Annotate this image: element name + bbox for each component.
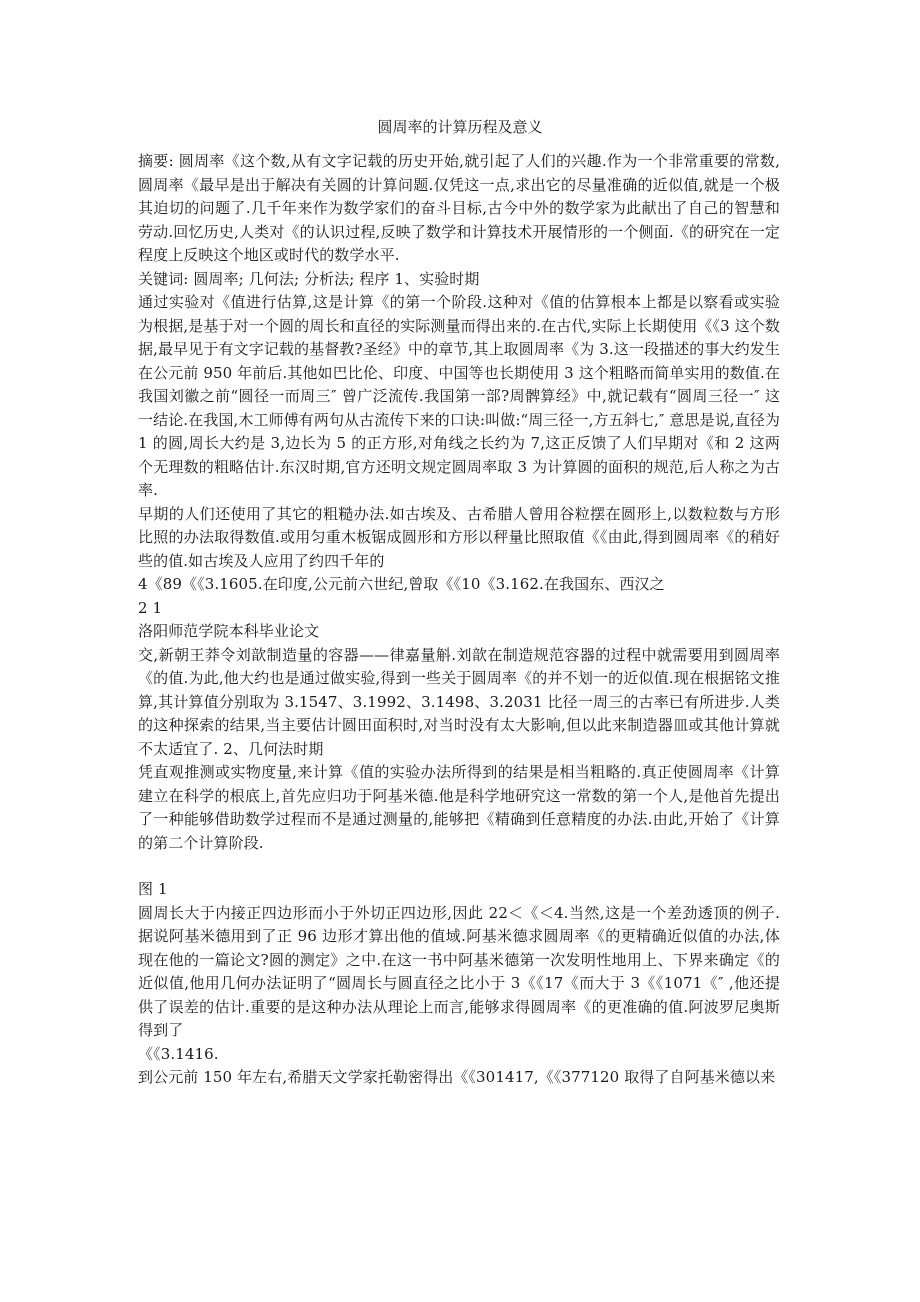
running-header: 洛阳师范学院本科毕业论文 [138, 622, 320, 640]
paragraph-early-methods: 早期的人们还使用了其它的粗糙办法.如古埃及、古希腊人曾用谷粒摆在圆形上,以数粒数与方形比照的办法取得数值.或用匀重木板锯成圆形和方形以秤量比照取值《《由此,得到圆周率《的稍好些的值.如古埃及人应用了约四千年的 [138, 504, 780, 570]
paragraph-values-line: 4《89《《3.1605.在印度,公元前六世纪,曾取《《10《3.162.在我国东、西汉之 [138, 575, 665, 593]
paragraph-wang-mang: 交,新朝王莽令刘歆制造量的容器——律嘉量斛.刘歆在制造规范容器的过程中就需要用到圆周率《的值.为此,他大约也是通过做实验,得到一些关于圆周率《的并不划一的近似值.现在根据铭文推算,其计算值分别取为 3.1547、3.1992、3.1498、3.2031 比径一周三的古率已有所进步.人类的这种探索的结果,当主要估计圆田面积时,对当时没有太大影响,但以此来制造器皿或其他计算就不太适宜了. 2、几何法时期 [138, 645, 780, 758]
paragraph-experiment-period: 通过实验对《值进行估算,这是计算《的第一个阶段.这种对《值的估算根本上都是以察看或实验为根据,是基于对一个圆的周长和直径的实际测量而得出来的.在古代,实际上长期使用《《3 这个数据,最早见于有文字记载的基督教?圣经》中的章节,其上取圆周率《为 3.这一段描述的事大约发生在公元前 950 年前后.其他如巴比伦、印度、中国等也长期使用 3 这个粗略而简单实用的数值.在我国刘徽之前“圆径一而周三″ 曾广泛流传.我国第一部?周髀算经》中,就记载有“圆周三径一″ 这一结论.在我国,木工师傅有两句从古流传下来的口诀:叫做:“周三径一,方五斜七,″ 意思是说,直径为 1 的圆,周长大约是 3,边长为 5 的正方形,对角线之长约为 7,这正反馈了人们早期对《和 2 这两个无理数的粗略估计.东汉时期,官方还明文规定圆周率取 3 为计算圆的面积的规范,后人称之为古率. [138, 293, 780, 499]
figure-spacer [138, 855, 780, 878]
abstract-paragraph: 摘要: 圆周率《这个数,从有文字记载的历史开始,就引起了人们的兴趣.作为一个非常重要的常数,圆周率《最早是出于解决有关圆的计算问题.仅凭这一点,求出它的尽量准确的近似值,就是一个极其迫切的问题了.几千年来作为数学家们的奋斗目标,古今中外的数学家为此献出了自己的智慧和劳动.回忆历史,人类对《的认识过程,反映了数学和计算技术开展情形的一个侧面.《的研究在一定程度上反映这个地区或时代的数学水平. [138, 152, 780, 264]
paragraph-ptolemy: 到公元前 150 年左右,希腊天文学家托勒密得出《《301417,《《377120 取得了自阿基米德以来 [138, 1068, 776, 1086]
figure-caption: 图 1 [138, 880, 168, 898]
paragraph-polygon-bounds: 圆周长大于内接正四边形而小于外切正四边形,因此 22＜《＜4.当然,这是一个差劲透顶的例子.据说阿基米德用到了正 96 边形才算出他的值域.阿基米德求圆周率《的更精确近似值的办法,体现在他的一篇论文?圆的测定》之中.在这一书中阿基米德第一次发明性地用上、下界来确定《的近似值,他用几何办法证明了“圆周长与圆直径之比小于 3《《17《而大于 3《《1071《″ ,他还提供了误差的估计.重要的是这种办法从理论上而言,能够求得圆周率《的更准确的值.阿波罗尼奥斯得到了 [138, 903, 780, 1039]
keywords-line: 关键词: 圆周率; 几何法; 分析法; 程序 1、实验时期 [138, 269, 480, 288]
document-body [138, 150, 780, 1090]
page-number-line: 2 1 [138, 598, 163, 617]
document-title: 圆周率的计算历程及意义 [377, 118, 543, 136]
paragraph-apollonius-value: 《《3.1416. [138, 1044, 219, 1063]
paragraph-archimedes: 凭直观推测或实物度量,来计算《值的实验办法所得到的结果是相当粗略的.真正使圆周率《计算建立在科学的根底上,首先应归功于阿基米德.他是科学地研究这一常数的第一个人,是他首先提出了一种能够借助数学过程而不是通过测量的,能够把《精确到任意精度的办法.由此,开始了《计算的第二个计算阶段. [138, 763, 780, 852]
